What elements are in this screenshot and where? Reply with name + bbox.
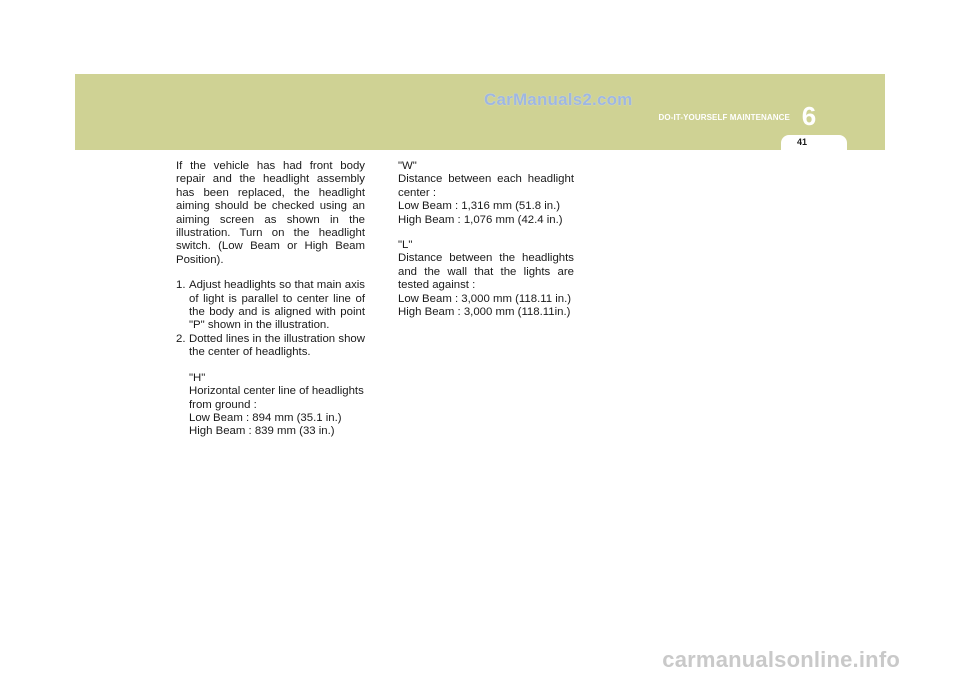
step-text: Dotted lines in the illustration show the center of headlights. xyxy=(189,332,365,359)
w-description: Distance between each headlight center : xyxy=(398,173,574,199)
step-number: 1. xyxy=(176,279,186,292)
intro-paragraph: If the vehicle has had front body repair and the headlight assembly has been replaced, the headlight aiming should be checked using an aiming screen as shown in the illustration. Turn on the headlight switch. (Low Beam or High Beam Position). xyxy=(176,160,365,266)
l-label: "L" xyxy=(398,239,413,252)
step-text: Adjust headlights so that main axis of light is parallel to center line of the body and is aligned with point "P" shown in the illustration. xyxy=(189,279,365,332)
h-description: Horizontal center line of headlights from ground : xyxy=(189,385,364,411)
watermark-top: CarManuals2.com xyxy=(484,90,633,109)
header-band xyxy=(75,74,885,150)
h-label: "H" xyxy=(189,371,206,384)
right-column xyxy=(398,160,574,319)
left-column xyxy=(176,160,365,439)
w-label: "W" xyxy=(398,160,417,172)
w-high-beam: High Beam : 1,076 mm (42.4 in.) xyxy=(398,213,563,226)
h-low-beam: Low Beam : 894 mm (35.1 in.) xyxy=(189,411,342,424)
w-low-beam: Low Beam : 1,316 mm (51.8 in.) xyxy=(398,200,561,213)
step-number: 2. xyxy=(176,332,186,345)
watermark-bottom: carmanualsonline.info xyxy=(662,647,900,672)
section-label: DO-IT-YOURSELF MAINTENANCE xyxy=(658,113,790,122)
l-low-beam: Low Beam : 3,000 mm (118.11 in.) xyxy=(398,292,572,305)
page-number: 41 xyxy=(796,137,807,147)
chapter-number: 6 xyxy=(801,101,817,131)
l-description: Distance between the headlights and the wall that the lights are tested against : xyxy=(398,252,574,292)
l-high-beam: High Beam : 3,000 mm (118.11in.) xyxy=(398,306,571,319)
h-high-beam: High Beam : 839 mm (33 in.) xyxy=(189,425,335,438)
list-item xyxy=(176,333,365,360)
h-spec xyxy=(176,372,365,439)
list-item xyxy=(176,279,365,333)
